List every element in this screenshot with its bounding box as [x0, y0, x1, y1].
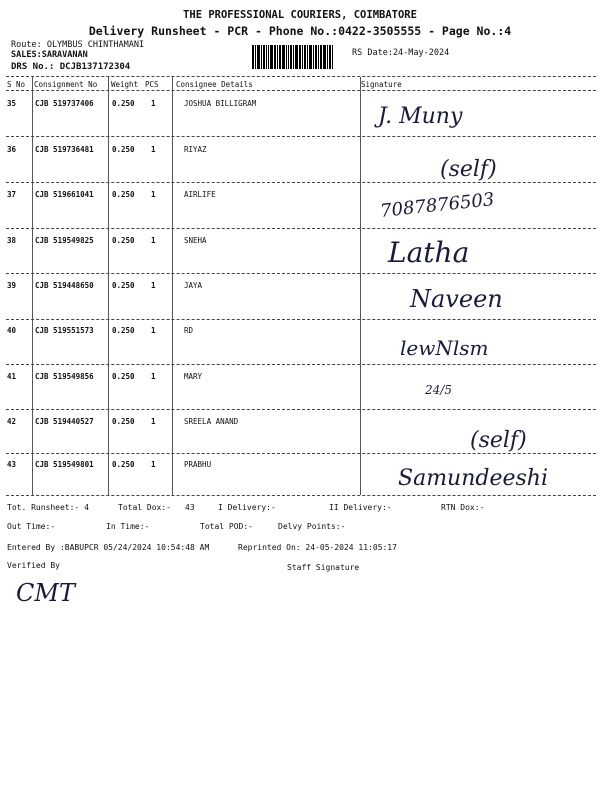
- row-sno: 43: [7, 460, 17, 469]
- col-signature: Signature: [361, 80, 402, 89]
- total-dox-value: 43: [185, 503, 195, 512]
- row-sno: 42: [7, 417, 17, 426]
- row-divider: [6, 319, 596, 320]
- row-sno: 38: [7, 236, 17, 245]
- verified-by: Verified By: [7, 561, 60, 570]
- row-divider: [6, 409, 596, 410]
- out-time: Out Time:-: [7, 522, 56, 531]
- total-pod: Total POD:-: [200, 522, 253, 531]
- route-label: Route: OLYMBUS CHINTHAMANI: [11, 40, 145, 50]
- column-separator: [108, 77, 109, 495]
- row-weight: 0.250: [112, 281, 135, 290]
- company-title: THE PROFESSIONAL COURIERS, COIMBATORE: [183, 9, 417, 21]
- handwritten-signature: 24/5: [425, 383, 452, 397]
- row-pcs: 1: [151, 326, 156, 335]
- row-consignment: CJB 519661041: [35, 190, 94, 199]
- col-consignment: Consignment No: [34, 80, 98, 89]
- row-consignee: PRABHU: [184, 460, 212, 469]
- verifier-signature: CMT: [16, 579, 75, 607]
- row-consignee: SREELA ANAND: [184, 417, 239, 426]
- row-sno: 35: [7, 99, 17, 108]
- row-consignment: CJB 519736481: [35, 145, 94, 154]
- row-consignment: CJB 519549856: [35, 372, 94, 381]
- i-delivery: I Delivery:-: [218, 503, 276, 512]
- col-weight: Weight: [111, 80, 139, 89]
- column-separator: [172, 77, 173, 495]
- row-pcs: 1: [151, 372, 156, 381]
- row-consignment: CJB 519440527: [35, 417, 94, 426]
- handwritten-signature: Latha: [388, 236, 470, 269]
- row-sno: 39: [7, 281, 17, 290]
- row-pcs: 1: [151, 417, 156, 426]
- row-weight: 0.250: [112, 372, 135, 381]
- row-consignee: JAYA: [184, 281, 203, 290]
- row-divider: [6, 495, 596, 496]
- row-weight: 0.250: [112, 190, 135, 199]
- row-pcs: 1: [151, 460, 156, 469]
- row-divider: [6, 273, 596, 274]
- sales-label: SALES:SARAVANAN: [11, 50, 88, 60]
- row-sno: 36: [7, 145, 17, 154]
- handwritten-signature: Samundeeshi: [398, 466, 549, 491]
- row-weight: 0.250: [112, 460, 135, 469]
- column-header-divider: [6, 90, 596, 91]
- handwritten-signature: (self): [440, 157, 497, 182]
- row-sno: 41: [7, 372, 17, 381]
- row-weight: 0.250: [112, 99, 135, 108]
- staff-signature-label: Staff Signature: [287, 563, 360, 572]
- column-separator: [32, 77, 33, 495]
- row-sno: 40: [7, 326, 17, 335]
- handwritten-signature: lewNlsm: [400, 336, 489, 360]
- rs-date: RS Date:24-May-2024: [352, 48, 450, 58]
- row-consignment: CJB 519551573: [35, 326, 94, 335]
- total-dox-label: Total Dox:-: [118, 503, 171, 512]
- handwritten-signature: 7087876503: [379, 189, 496, 222]
- row-sno: 37: [7, 190, 17, 199]
- handwritten-signature: (self): [470, 428, 527, 453]
- col-sno: S No: [7, 80, 26, 89]
- row-consignment: CJB 519549801: [35, 460, 94, 469]
- row-pcs: 1: [151, 145, 156, 154]
- handwritten-signature: Naveen: [410, 285, 503, 313]
- delvy-points: Delvy Points:-: [278, 522, 346, 531]
- tot-runsheet: Tot. Runsheet:- 4: [7, 503, 89, 512]
- row-pcs: 1: [151, 99, 156, 108]
- barcode-image: [252, 45, 347, 69]
- header-divider: [6, 76, 596, 77]
- row-consignee: JOSHUA BILLIGRAM: [184, 99, 257, 108]
- in-time: In Time:-: [106, 522, 150, 531]
- row-divider: [6, 182, 596, 183]
- column-separator: [360, 77, 361, 495]
- row-divider: [6, 228, 596, 229]
- row-weight: 0.250: [112, 326, 135, 335]
- row-weight: 0.250: [112, 417, 135, 426]
- row-consignee: RIYAZ: [184, 145, 207, 154]
- row-pcs: 1: [151, 281, 156, 290]
- entered-by: Entered By :BABUPCR 05/24/2024 10:54:48 AM: [7, 543, 210, 552]
- row-consignment: CJB 519549825: [35, 236, 94, 245]
- col-consignee: Consignee Details: [176, 80, 253, 89]
- reprinted-on: Reprinted On: 24-05-2024 11:05:17: [238, 543, 397, 552]
- rtn-dox: RTN Dox:-: [441, 503, 485, 512]
- row-consignee: RD: [184, 326, 194, 335]
- row-consignee: MARY: [184, 372, 203, 381]
- drs-number: DRS No.: DCJB137172304: [11, 62, 131, 72]
- ii-delivery: II Delivery:-: [329, 503, 392, 512]
- runsheet-subtitle: Delivery Runsheet - PCR - Phone No.:0422-3505555 - Page No.:4: [88, 24, 512, 38]
- row-weight: 0.250: [112, 236, 135, 245]
- row-divider: [6, 453, 596, 454]
- handwritten-signature: J. Muny: [378, 104, 463, 129]
- row-divider: [6, 136, 596, 137]
- row-consignment: CJB 519737406: [35, 99, 94, 108]
- row-consignee: SNEHA: [184, 236, 207, 245]
- row-divider: [6, 364, 596, 365]
- row-pcs: 1: [151, 190, 156, 199]
- row-consignment: CJB 519448650: [35, 281, 94, 290]
- col-pcs: PCS: [145, 80, 159, 89]
- row-weight: 0.250: [112, 145, 135, 154]
- row-pcs: 1: [151, 236, 156, 245]
- row-consignee: AIRLIFE: [184, 190, 216, 199]
